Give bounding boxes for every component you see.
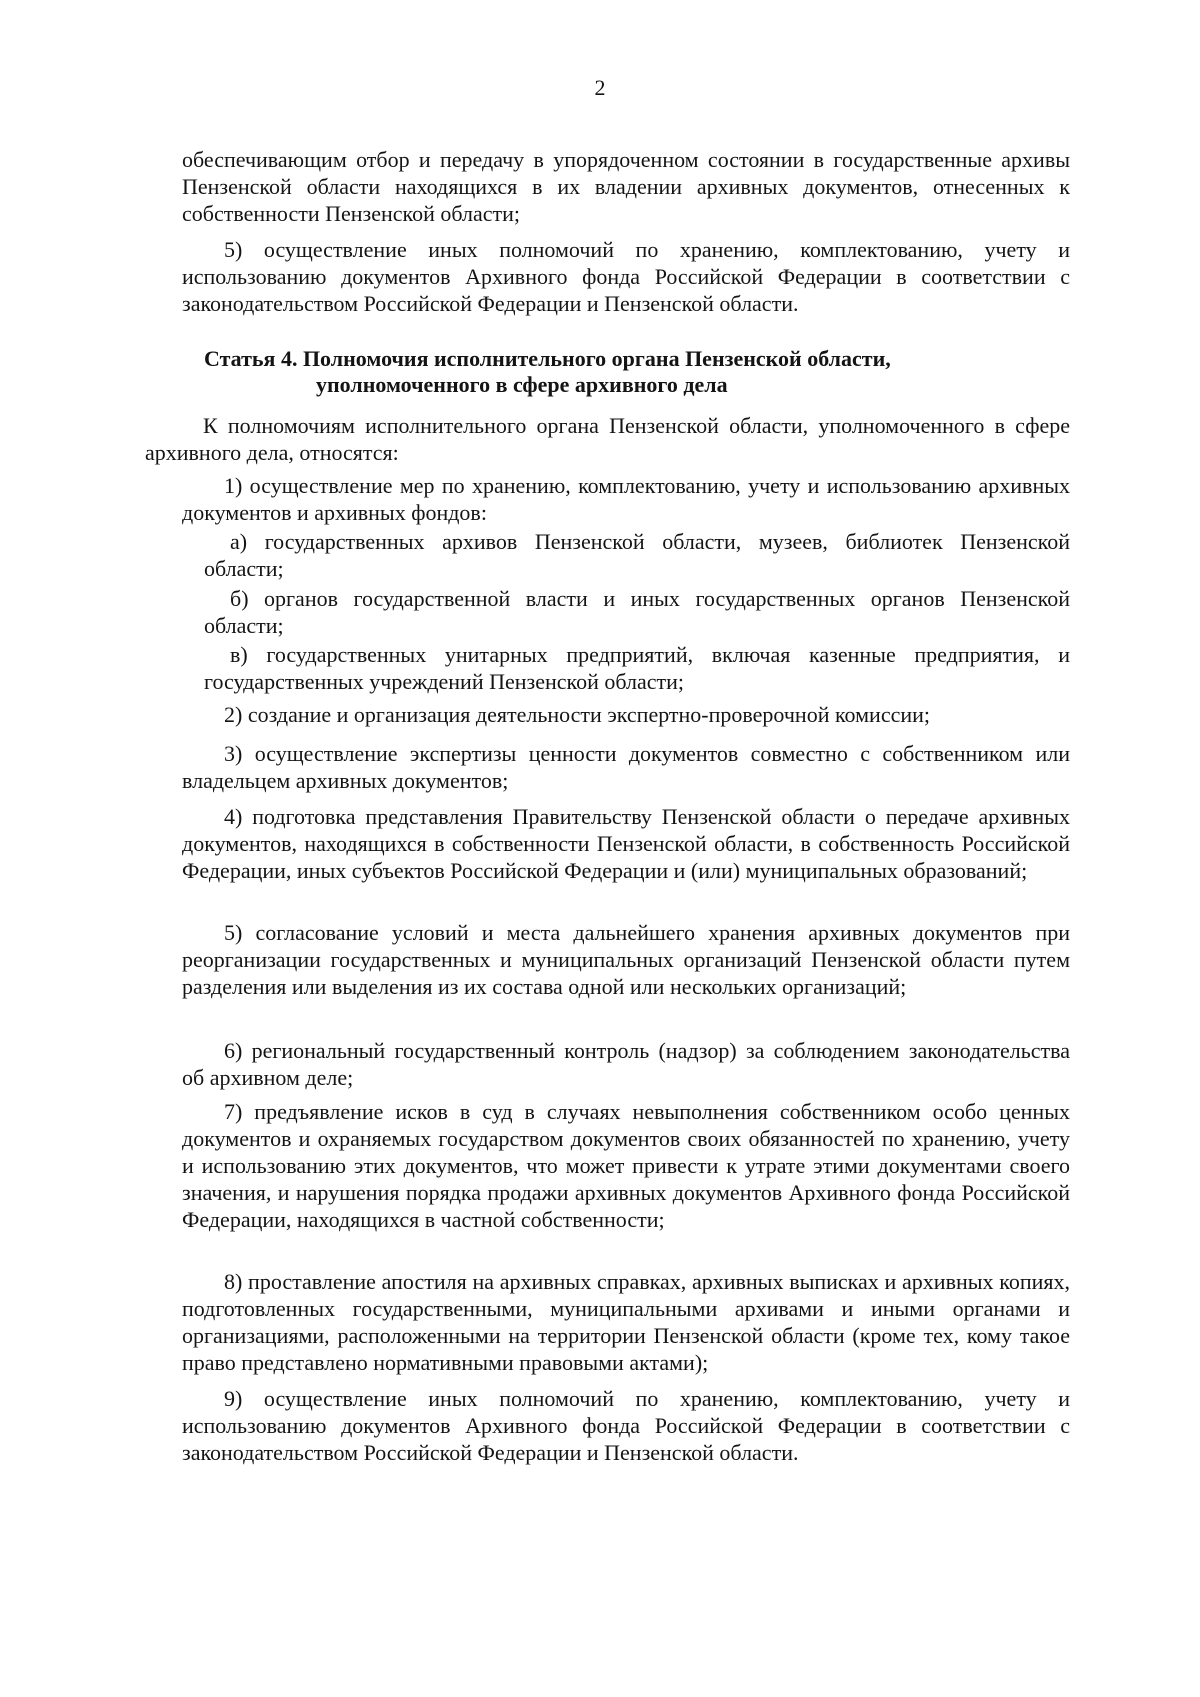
article-heading-line-2: уполномоченного в сфере архивного дела (316, 372, 728, 397)
article-item-4: 4) подготовка представления Правительству Пензенской области о передаче архивных документов, находящихся в собственности Пензенской области, в собственность Российской Федерации, иных субъектов Российской Федерации и (или) муниципальных образований; (182, 804, 1070, 883)
article-item-6: 6) региональный государственный контроль (надзор) за соблюдением законодательства об архивном деле; (182, 1038, 1070, 1090)
paragraph-intro-continuation: обеспечивающим отбор и передачу в упорядоченном состоянии в государственные архивы Пензенской области находящихся в их владении архивных документов, отнесенных к собственности Пензенской области; (182, 147, 1070, 226)
paragraph-intro-item-5: 5) осуществление иных полномочий по хранению, комплектованию, учету и использованию документов Архивного фонда Российской Федерации в соответствии с законодательством Российской Федерации и Пензенской области. (182, 237, 1070, 316)
article-item-3: 3) осуществление экспертизы ценности документов совместно с собственником или владельцем архивных документов; (182, 741, 1070, 793)
article-subitem-c: в) государственных унитарных предприятий, включая казенные предприятия, и государственных учреждений Пензенской области; (204, 642, 1070, 694)
article-item-2: 2) создание и организация деятельности экспертно-проверочной комиссии; (224, 702, 931, 727)
article-item-1: 1) осуществление мер по хранению, комплектованию, учету и использованию архивных документов и архивных фондов: (182, 473, 1070, 525)
article-subitem-b: б) органов государственной власти и иных государственных органов Пензенской области; (204, 586, 1070, 638)
article-item-9: 9) осуществление иных полномочий по хранению, комплектованию, учету и использованию документов Архивного фонда Российской Федерации в соответствии с законодательством Российской Федерации и Пензенской области. (182, 1386, 1070, 1465)
article-item-7: 7) предъявление исков в суд в случаях невыполнения собственником особо ценных документов и охраняемых государством документов своих обязанностей по хранению, учету и использованию этих документов, что может привести к утрате этими документами своего значения, и нарушения порядка продажи архивных документов Архивного фонда Российской Федерации, находящихся в частной собственности; (182, 1099, 1070, 1232)
article-subitem-a: а) государственных архивов Пензенской области, музеев, библиотек Пензенской области; (204, 529, 1070, 581)
article-item-5: 5) согласование условий и места дальнейшего хранения архивных документов при реорганизации государственных и муниципальных организаций Пензенской области путем разделения или выделения из их состава одной или нескольких организаций; (182, 920, 1070, 999)
article-heading-line-1: Статья 4. Полномочия исполнительного органа Пензенской области, (204, 346, 891, 371)
article-item-8: 8) проставление апостиля на архивных справках, архивных выписках и архивных копиях, подготовленных государственными, муниципальными архивами и иными органами и организациями, расположенными на территории Пензенской области (кроме тех, кому такое право представлено нормативными правовыми актами); (182, 1269, 1070, 1375)
article-lead-paragraph: К полномочиям исполнительного органа Пензенской области, уполномоченного в сфере архивного дела, относятся: (145, 413, 1070, 465)
page-number: 2 (594, 75, 606, 100)
